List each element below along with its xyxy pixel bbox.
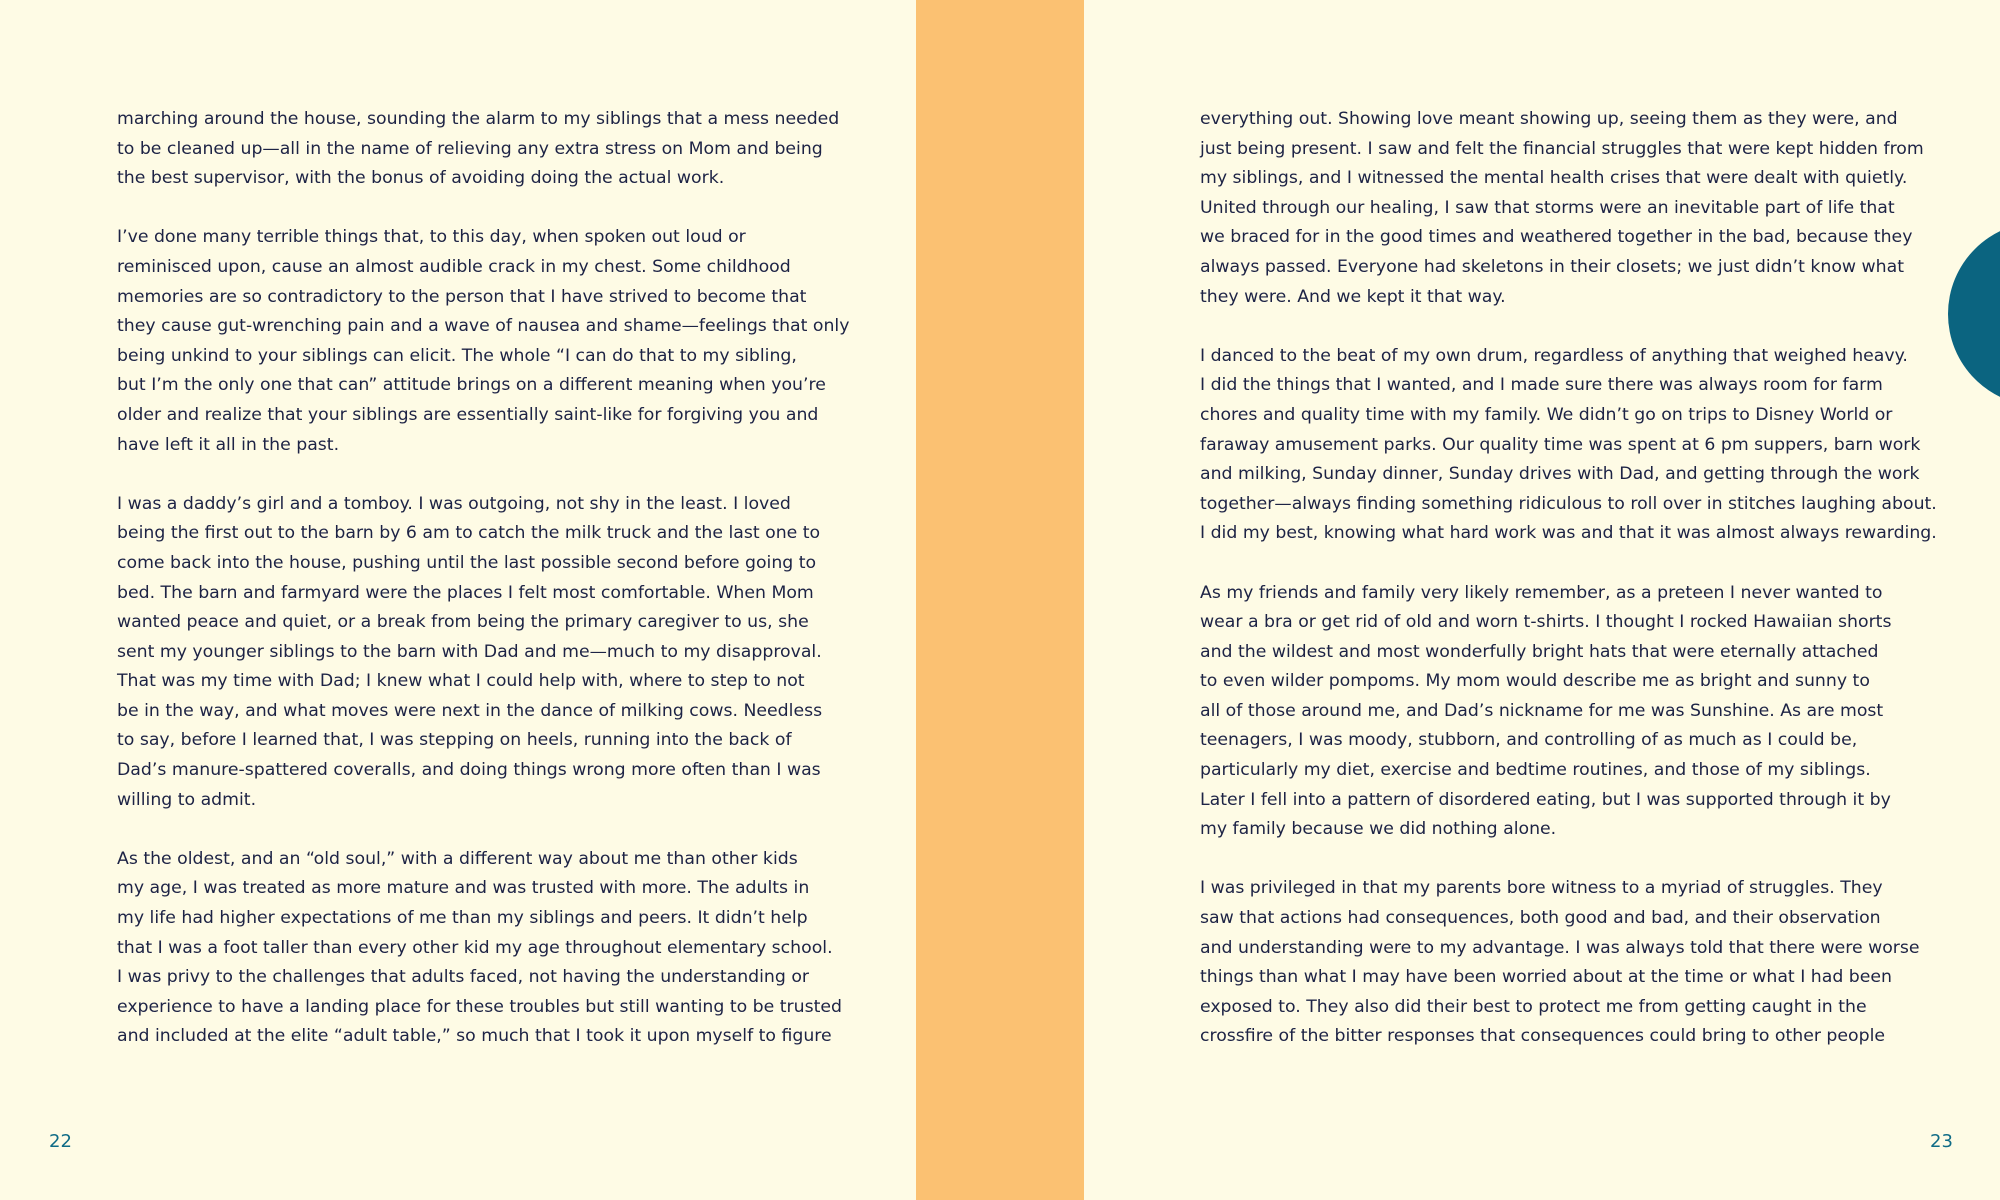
text-line: I was a daddy’s girl and a tomboy. I was outgoing, not shy in the least. I loved [117,493,791,514]
text-line: I’ve done many terrible things that, to this day, when spoken out loud or [117,227,746,248]
text-line: my life had higher expectations of me than my siblings and peers. It didn’t help [117,908,808,929]
text-line: bed. The barn and farmyard were the places I felt most comfortable. When Mom [117,582,814,603]
text-line: Dad’s manure-spattered coveralls, and doing things wrong more often than I was [117,760,821,781]
text-line: exposed to. They also did their best to protect me from getting caught in the [1200,996,1867,1017]
text-line: always passed. Everyone had skeletons in their closets; we just didn’t know what [1200,256,1904,277]
paragraph [117,223,850,460]
text-line: the best supervisor, with the bonus of avoiding doing the actual work. [117,168,725,189]
text-line: experience to have a landing place for these troubles but still wanting to be trusted [117,996,842,1017]
text-line: be in the way, and what moves were next in the dance of milking cows. Needless [117,700,823,721]
text-line: that I was a foot taller than every other kid my age throughout elementary school. [117,937,833,958]
text-line: I was privileged in that my parents bore witness to a myriad of struggles. They [1200,878,1883,899]
text-line: saw that actions had consequences, both good and bad, and their observation [1200,908,1881,929]
text-line: to even wilder pompoms. My mom would describe me as bright and sunny to [1200,671,1870,692]
text-line: Later I fell into a pattern of disordered eating, but I was supported through it by [1200,789,1891,810]
text-line: all of those around me, and Dad’s nickname for me was Sunshine. As are most [1200,700,1884,721]
text-line: wear a bra or get rid of old and worn t-shirts. I thought I rocked Hawaiian shorts [1200,612,1892,633]
text-line: I was privy to the challenges that adults faced, not having the understanding or [117,967,810,988]
text-line: have left it all in the past. [117,434,340,455]
text-line: I danced to the beat of my own drum, regardless of anything that weighed heavy. [1200,345,1908,366]
text-line: my family because we did nothing alone. [1200,819,1557,840]
right-page-text [1200,105,1937,1082]
text-line: teenagers, I was moody, stubborn, and controlling of as much as I could be, [1200,730,1858,751]
text-line: being the first out to the barn by 6 am to catch the milk truck and the last one to [117,523,821,544]
text-line: they cause gut-wrenching pain and a wave of nausea and shame—feelings that only [117,316,850,337]
paragraph [1200,874,1920,1052]
center-gutter-band [916,0,1084,1200]
text-line: together—always finding something ridiculous to roll over in stitches laughing about. [1200,493,1937,514]
text-line: crossfire of the bitter responses that consequences could bring to other people [1200,1026,1886,1047]
left-page-text [117,105,850,1082]
text-line: and milking, Sunday dinner, Sunday drives with Dad, and getting through the work [1200,464,1920,485]
text-line: but I’m the only one that can” attitude brings on a different meaning when you’re [117,375,826,396]
text-line: and included at the elite “adult table,” so much that I took it upon myself to figure [117,1026,832,1047]
text-line: and the wildest and most wonderfully bright hats that were eternally attached [1200,641,1879,662]
text-line: they were. And we kept it that way. [1200,286,1506,307]
text-line: come back into the house, pushing until the last possible second before going to [117,552,817,573]
text-line: memories are so contradictory to the person that I have strived to become that [117,286,807,307]
text-line: my age, I was treated as more mature and was trusted with more. The adults in [117,878,810,899]
text-line: my siblings, and I witnessed the mental health crises that were dealt with quietly. [1200,168,1908,189]
paragraph [1200,105,1924,312]
text-line: we braced for in the good times and weathered together in the bad, because they [1200,227,1913,248]
text-line: reminisced upon, cause an almost audible crack in my chest. Some childhood [117,256,791,277]
text-line: That was my time with Dad; I knew what I could help with, where to step to not [117,671,805,692]
text-line: As my friends and family very likely remember, as a preteen I never wanted to [1200,582,1883,603]
text-line: older and realize that your siblings are essentially saint-like for forgiving you and [117,404,819,425]
text-line: chores and quality time with my family. We didn’t go on trips to Disney World or [1200,404,1893,425]
text-line: particularly my diet, exercise and bedtime routines, and those of my siblings. [1200,760,1871,781]
text-line: to say, before I learned that, I was stepping on heels, running into the back of [117,730,792,751]
left-page [0,0,916,1200]
paragraph [117,490,823,816]
text-line: just being present. I saw and felt the financial struggles that were kept hidden from [1200,138,1924,159]
left-page-number: 22 [49,1131,72,1152]
paragraph [1200,342,1937,549]
text-line: and understanding were to my advantage. I was always told that there were worse [1200,937,1920,958]
text-line: sent my younger siblings to the barn with Dad and me—much to my disapproval. [117,641,822,662]
text-line: I did the things that I wanted, and I made sure there was always room for farm [1200,375,1883,396]
text-line: As the oldest, and an “old soul,” with a different way about me than other kids [117,848,798,869]
text-line: wanted peace and quiet, or a break from being the primary caregiver to us, she [117,612,809,633]
text-line: being unkind to your siblings can elicit. The whole “I can do that to my sibling, [117,345,797,366]
text-line: I did my best, knowing what hard work was and that it was almost always rewarding. [1200,523,1937,544]
text-line: faraway amusement parks. Our quality time was spent at 6 pm suppers, barn work [1200,434,1921,455]
paragraph [117,845,842,1052]
paragraph [1200,579,1900,845]
text-line: United through our healing, I saw that storms were an inevitable part of life that [1200,197,1895,218]
text-line: willing to admit. [117,789,257,810]
text-line: things than what I may have been worried about at the time or what I had been [1200,967,1892,988]
text-line: to be cleaned up—all in the name of relieving any extra stress on Mom and being [117,138,823,159]
paragraph [117,105,840,194]
text-line: everything out. Showing love meant showing up, seeing them as they were, and [1200,109,1898,129]
right-page [1084,0,2000,1200]
text-line: marching around the house, sounding the alarm to my siblings that a mess needed [117,109,840,129]
right-page-number: 23 [1930,1131,1953,1152]
